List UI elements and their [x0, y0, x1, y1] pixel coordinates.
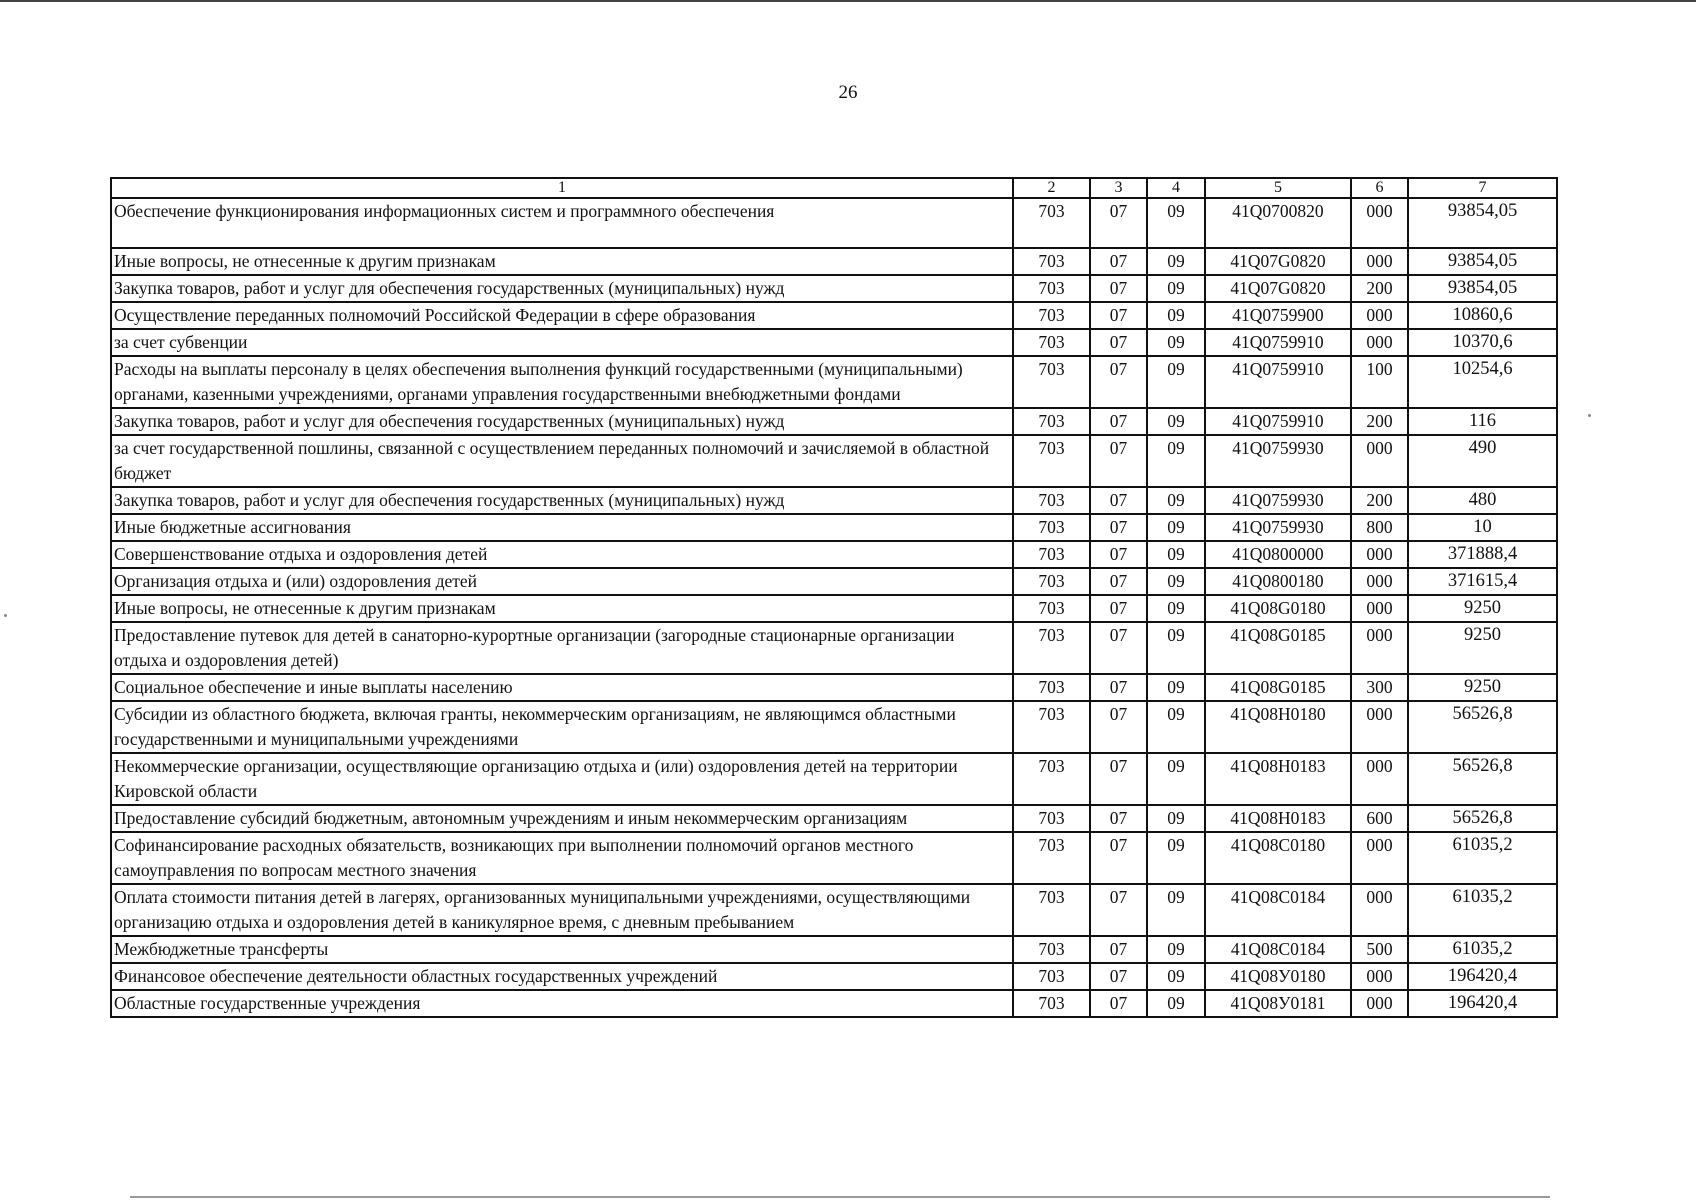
- row-section: 07: [1090, 963, 1147, 990]
- row-expense-type: 000: [1351, 329, 1408, 356]
- row-ministry-code: 703: [1013, 701, 1090, 753]
- table-row: [111, 275, 1557, 302]
- row-amount: 490: [1408, 435, 1557, 487]
- row-amount: 9250: [1408, 674, 1557, 701]
- row-section: 07: [1090, 198, 1147, 248]
- header-col-5: 5: [1205, 178, 1351, 198]
- row-expense-type: 000: [1351, 884, 1408, 936]
- row-section: 07: [1090, 990, 1147, 1017]
- row-ministry-code: 703: [1013, 541, 1090, 568]
- row-section: 07: [1090, 275, 1147, 302]
- row-target-article: 41Q08G0185: [1205, 674, 1351, 701]
- row-section: 07: [1090, 356, 1147, 408]
- row-section: 07: [1090, 622, 1147, 674]
- row-target-article: 41Q08У0180: [1205, 963, 1351, 990]
- row-target-article: 41Q0800000: [1205, 541, 1351, 568]
- row-amount: 93854,05: [1408, 275, 1557, 302]
- row-expense-type: 000: [1351, 595, 1408, 622]
- row-amount: 61035,2: [1408, 884, 1557, 936]
- row-target-article: 41Q08H0183: [1205, 805, 1351, 832]
- row-amount: 371888,4: [1408, 541, 1557, 568]
- row-ministry-code: 703: [1013, 990, 1090, 1017]
- row-target-article: 41Q08G0185: [1205, 622, 1351, 674]
- row-expense-type: 000: [1351, 435, 1408, 487]
- row-expense-type: 500: [1351, 936, 1408, 963]
- row-expense-type: 800: [1351, 514, 1408, 541]
- row-target-article: 41Q08G0180: [1205, 595, 1351, 622]
- row-subsection: 09: [1147, 275, 1205, 302]
- row-ministry-code: 703: [1013, 753, 1090, 805]
- row-amount: 9250: [1408, 622, 1557, 674]
- table-row: [111, 248, 1557, 275]
- row-expense-type: 000: [1351, 990, 1408, 1017]
- row-description: Социальное обеспечение и иные выплаты населению: [111, 674, 1013, 701]
- row-amount: 9250: [1408, 595, 1557, 622]
- row-description: Оплата стоимости питания детей в лагерях, организованных муниципальными учреждениями, осуществляющими организацию отдыха и оздоровления детей в каникулярное время, с дневным пребыванием: [111, 884, 1013, 936]
- row-description: Расходы на выплаты персоналу в целях обеспечения выполнения функций государственными (муниципальными) органами, казенными учреждениями, органами управления государственными внебюджетными фондами: [111, 356, 1013, 408]
- row-ministry-code: 703: [1013, 805, 1090, 832]
- row-amount: 93854,05: [1408, 198, 1557, 248]
- row-expense-type: 000: [1351, 302, 1408, 329]
- row-section: 07: [1090, 435, 1147, 487]
- row-description: Некоммерческие организации, осуществляющие организацию отдыха и (или) оздоровления детей на территории Кировской области: [111, 753, 1013, 805]
- row-subsection: 09: [1147, 990, 1205, 1017]
- row-section: 07: [1090, 884, 1147, 936]
- row-expense-type: 000: [1351, 701, 1408, 753]
- row-amount: 61035,2: [1408, 832, 1557, 884]
- row-subsection: 09: [1147, 198, 1205, 248]
- row-section: 07: [1090, 805, 1147, 832]
- row-ministry-code: 703: [1013, 329, 1090, 356]
- row-section: 07: [1090, 701, 1147, 753]
- row-ministry-code: 703: [1013, 568, 1090, 595]
- row-target-article: 41Q08H0183: [1205, 753, 1351, 805]
- row-subsection: 09: [1147, 356, 1205, 408]
- row-section: 07: [1090, 302, 1147, 329]
- row-expense-type: 200: [1351, 487, 1408, 514]
- table-row: [111, 753, 1557, 805]
- row-expense-type: 000: [1351, 832, 1408, 884]
- row-expense-type: 000: [1351, 541, 1408, 568]
- row-description: Субсидии из областного бюджета, включая гранты, некоммерческим организациям, не являющимся областными государственными и муниципальными учреждениями: [111, 701, 1013, 753]
- row-ministry-code: 703: [1013, 832, 1090, 884]
- scan-speck: [4, 614, 7, 617]
- table-row: [111, 329, 1557, 356]
- row-target-article: 41Q0759930: [1205, 487, 1351, 514]
- row-target-article: 41Q07G0820: [1205, 248, 1351, 275]
- budget-table: [110, 177, 1558, 1018]
- row-description: Межбюджетные трансферты: [111, 936, 1013, 963]
- row-section: 07: [1090, 541, 1147, 568]
- table-row: [111, 435, 1557, 487]
- table-row: [111, 198, 1557, 248]
- row-subsection: 09: [1147, 963, 1205, 990]
- table-row: [111, 356, 1557, 408]
- row-description: Иные вопросы, не отнесенные к другим признакам: [111, 248, 1013, 275]
- row-subsection: 09: [1147, 435, 1205, 487]
- header-col-7: 7: [1408, 178, 1557, 198]
- row-target-article: 41Q0759910: [1205, 329, 1351, 356]
- row-section: 07: [1090, 936, 1147, 963]
- row-amount: 116: [1408, 408, 1557, 435]
- row-amount: 93854,05: [1408, 248, 1557, 275]
- row-amount: 10860,6: [1408, 302, 1557, 329]
- row-target-article: 41Q08C0184: [1205, 884, 1351, 936]
- row-ministry-code: 703: [1013, 198, 1090, 248]
- row-amount: 196420,4: [1408, 963, 1557, 990]
- row-description: Обеспечение функционирования информационных систем и программного обеспечения: [111, 198, 1013, 248]
- row-subsection: 09: [1147, 884, 1205, 936]
- row-amount: 371615,4: [1408, 568, 1557, 595]
- table-row: [111, 701, 1557, 753]
- row-subsection: 09: [1147, 753, 1205, 805]
- row-description: Финансовое обеспечение деятельности областных государственных учреждений: [111, 963, 1013, 990]
- row-amount: 61035,2: [1408, 936, 1557, 963]
- scan-top-edge: [0, 0, 1696, 2]
- row-target-article: 41Q0759910: [1205, 408, 1351, 435]
- row-amount: 10254,6: [1408, 356, 1557, 408]
- row-target-article: 41Q0759910: [1205, 356, 1351, 408]
- row-section: 07: [1090, 595, 1147, 622]
- row-description: Предоставление субсидий бюджетным, автономным учреждениям и иным некоммерческим организациям: [111, 805, 1013, 832]
- table-row: [111, 595, 1557, 622]
- row-amount: 56526,8: [1408, 701, 1557, 753]
- header-row: [111, 178, 1557, 198]
- scan-speck: [1588, 414, 1591, 417]
- row-section: 07: [1090, 408, 1147, 435]
- row-ministry-code: 703: [1013, 963, 1090, 990]
- row-section: 07: [1090, 248, 1147, 275]
- row-subsection: 09: [1147, 805, 1205, 832]
- table-row: [111, 302, 1557, 329]
- row-subsection: 09: [1147, 302, 1205, 329]
- row-subsection: 09: [1147, 701, 1205, 753]
- row-ministry-code: 703: [1013, 248, 1090, 275]
- row-ministry-code: 703: [1013, 595, 1090, 622]
- row-description: Закупка товаров, работ и услуг для обеспечения государственных (муниципальных) нужд: [111, 487, 1013, 514]
- row-target-article: 41Q08H0180: [1205, 701, 1351, 753]
- row-ministry-code: 703: [1013, 408, 1090, 435]
- header-col-4: 4: [1147, 178, 1205, 198]
- row-description: Софинансирование расходных обязательств, возникающих при выполнении полномочий органов местного самоуправления по вопросам местного значения: [111, 832, 1013, 884]
- row-amount: 56526,8: [1408, 805, 1557, 832]
- row-ministry-code: 703: [1013, 487, 1090, 514]
- row-section: 07: [1090, 487, 1147, 514]
- row-amount: 480: [1408, 487, 1557, 514]
- page-number: 26: [838, 82, 858, 103]
- row-expense-type: 200: [1351, 275, 1408, 302]
- row-description: за счет государственной пошлины, связанной с осуществлением переданных полномочий и зачисляемой в областной бюджет: [111, 435, 1013, 487]
- table-row: [111, 936, 1557, 963]
- row-subsection: 09: [1147, 622, 1205, 674]
- table-row: [111, 832, 1557, 884]
- row-ministry-code: 703: [1013, 884, 1090, 936]
- row-expense-type: 300: [1351, 674, 1408, 701]
- row-section: 07: [1090, 832, 1147, 884]
- row-section: 07: [1090, 674, 1147, 701]
- header-col-1: 1: [111, 178, 1013, 198]
- row-expense-type: 000: [1351, 248, 1408, 275]
- table-row: [111, 514, 1557, 541]
- row-subsection: 09: [1147, 674, 1205, 701]
- row-subsection: 09: [1147, 541, 1205, 568]
- row-expense-type: 000: [1351, 622, 1408, 674]
- row-ministry-code: 703: [1013, 674, 1090, 701]
- header-col-3: 3: [1090, 178, 1147, 198]
- row-expense-type: 100: [1351, 356, 1408, 408]
- row-subsection: 09: [1147, 595, 1205, 622]
- table-row: [111, 568, 1557, 595]
- row-description: Закупка товаров, работ и услуг для обеспечения государственных (муниципальных) нужд: [111, 275, 1013, 302]
- table-row: [111, 622, 1557, 674]
- row-subsection: 09: [1147, 832, 1205, 884]
- row-ministry-code: 703: [1013, 622, 1090, 674]
- row-amount: 10: [1408, 514, 1557, 541]
- table-body: [111, 198, 1557, 1017]
- row-description: Иные вопросы, не отнесенные к другим признакам: [111, 595, 1013, 622]
- table-row: [111, 541, 1557, 568]
- row-description: Иные бюджетные ассигнования: [111, 514, 1013, 541]
- row-target-article: 41Q08C0184: [1205, 936, 1351, 963]
- row-ministry-code: 703: [1013, 275, 1090, 302]
- row-description: за счет субвенции: [111, 329, 1013, 356]
- table-row: [111, 805, 1557, 832]
- row-description: Организация отдыха и (или) оздоровления детей: [111, 568, 1013, 595]
- table-row: [111, 963, 1557, 990]
- header-col-6: 6: [1351, 178, 1408, 198]
- header-col-2: 2: [1013, 178, 1090, 198]
- row-subsection: 09: [1147, 248, 1205, 275]
- row-target-article: 41Q0800180: [1205, 568, 1351, 595]
- row-subsection: 09: [1147, 514, 1205, 541]
- row-description: Совершенствование отдыха и оздоровления детей: [111, 541, 1013, 568]
- row-subsection: 09: [1147, 329, 1205, 356]
- row-amount: 56526,8: [1408, 753, 1557, 805]
- row-subsection: 09: [1147, 936, 1205, 963]
- table-row: [111, 990, 1557, 1017]
- row-ministry-code: 703: [1013, 514, 1090, 541]
- row-description: Осуществление переданных полномочий Российской Федерации в сфере образования: [111, 302, 1013, 329]
- row-subsection: 09: [1147, 408, 1205, 435]
- row-section: 07: [1090, 329, 1147, 356]
- row-expense-type: 000: [1351, 963, 1408, 990]
- table-row: [111, 408, 1557, 435]
- row-ministry-code: 703: [1013, 435, 1090, 487]
- row-description: Областные государственные учреждения: [111, 990, 1013, 1017]
- row-ministry-code: 703: [1013, 356, 1090, 408]
- row-section: 07: [1090, 514, 1147, 541]
- scan-bottom-edge: [130, 1196, 1550, 1198]
- row-target-article: 41Q07G0820: [1205, 275, 1351, 302]
- row-description: Закупка товаров, работ и услуг для обеспечения государственных (муниципальных) нужд: [111, 408, 1013, 435]
- row-target-article: 41Q08У0181: [1205, 990, 1351, 1017]
- row-subsection: 09: [1147, 487, 1205, 514]
- row-description: Предоставление путевок для детей в санаторно-курортные организации (загородные стационарные организации отдыха и оздоровления детей): [111, 622, 1013, 674]
- row-ministry-code: 703: [1013, 302, 1090, 329]
- row-section: 07: [1090, 753, 1147, 805]
- row-amount: 10370,6: [1408, 329, 1557, 356]
- row-amount: 196420,4: [1408, 990, 1557, 1017]
- table-row: [111, 674, 1557, 701]
- row-subsection: 09: [1147, 568, 1205, 595]
- table-row: [111, 884, 1557, 936]
- row-ministry-code: 703: [1013, 936, 1090, 963]
- row-target-article: 41Q0759900: [1205, 302, 1351, 329]
- table-header: [111, 178, 1557, 198]
- row-target-article: 41Q0759930: [1205, 514, 1351, 541]
- row-target-article: 41Q0700820: [1205, 198, 1351, 248]
- table-row: [111, 487, 1557, 514]
- row-expense-type: 000: [1351, 753, 1408, 805]
- row-expense-type: 600: [1351, 805, 1408, 832]
- row-expense-type: 200: [1351, 408, 1408, 435]
- row-target-article: 41Q08C0180: [1205, 832, 1351, 884]
- row-expense-type: 000: [1351, 568, 1408, 595]
- row-section: 07: [1090, 568, 1147, 595]
- row-expense-type: 000: [1351, 198, 1408, 248]
- row-target-article: 41Q0759930: [1205, 435, 1351, 487]
